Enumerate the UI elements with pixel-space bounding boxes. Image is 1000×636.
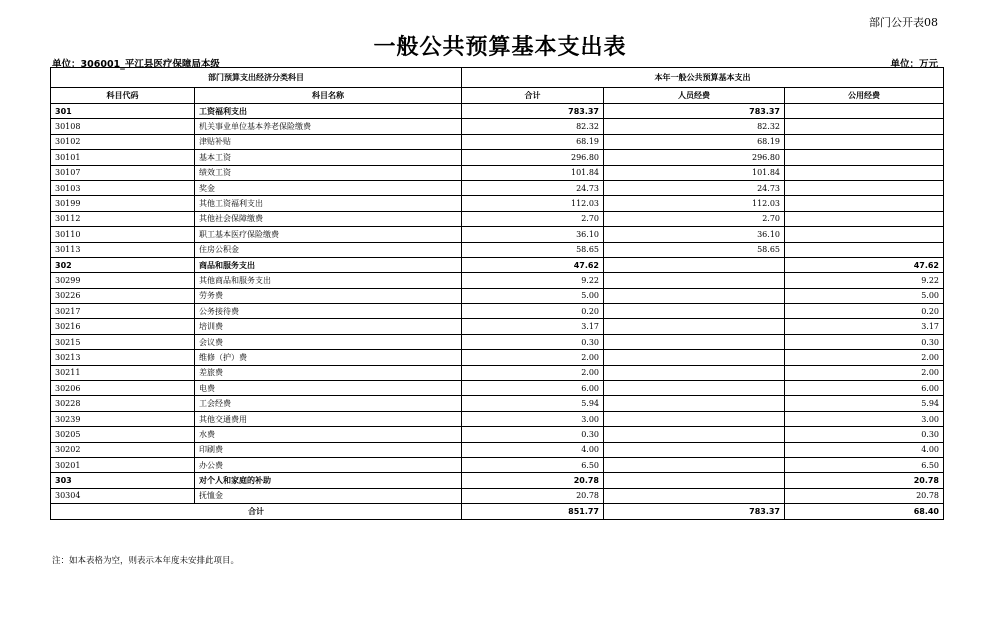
header-personnel: 人员经费 [604, 88, 785, 104]
cell-name: 办公费 [195, 457, 462, 472]
cell-public [785, 134, 944, 149]
cell-public [785, 196, 944, 211]
cell-total: 9.22 [462, 273, 604, 288]
cell-public: 0.30 [785, 427, 944, 442]
cell-total: 2.00 [462, 350, 604, 365]
form-id: 部门公开表08 [869, 16, 938, 29]
cell-personnel: 82.32 [604, 119, 785, 134]
cell-total: 24.73 [462, 180, 604, 195]
cell-code: 30217 [51, 304, 195, 319]
cell-personnel [604, 442, 785, 457]
cell-code: 30299 [51, 273, 195, 288]
cell-personnel [604, 365, 785, 380]
cell-code: 30110 [51, 227, 195, 242]
cell-public: 20.78 [785, 473, 944, 488]
cell-public [785, 211, 944, 226]
cell-name: 对个人和家庭的补助 [195, 473, 462, 488]
total-sum: 851.77 [462, 504, 604, 519]
cell-total: 3.00 [462, 411, 604, 426]
cell-personnel [604, 350, 785, 365]
cell-public [785, 104, 944, 119]
cell-public: 5.00 [785, 288, 944, 303]
cell-code: 30202 [51, 442, 195, 457]
cell-total: 0.20 [462, 304, 604, 319]
cell-personnel: 68.19 [604, 134, 785, 149]
cell-total: 0.30 [462, 334, 604, 349]
cell-personnel [604, 457, 785, 472]
table-row [51, 488, 944, 503]
table-row [51, 319, 944, 334]
table-row [51, 242, 944, 257]
cell-public: 6.50 [785, 457, 944, 472]
cell-personnel [604, 381, 785, 396]
cell-personnel [604, 427, 785, 442]
cell-code: 30304 [51, 488, 195, 503]
cell-name: 其他商品和服务支出 [195, 273, 462, 288]
cell-code: 30108 [51, 119, 195, 134]
cell-total: 20.78 [462, 488, 604, 503]
table-group-row [51, 473, 944, 488]
table-group-row [51, 104, 944, 119]
total-row [51, 504, 944, 519]
header-name: 科目名称 [195, 88, 462, 104]
expenditure-table [50, 67, 944, 520]
cell-total: 5.00 [462, 288, 604, 303]
cell-code: 302 [51, 257, 195, 272]
cell-total: 296.80 [462, 150, 604, 165]
cell-personnel: 101.84 [604, 165, 785, 180]
table-row [51, 150, 944, 165]
cell-public [785, 165, 944, 180]
page-title: 一般公共预算基本支出表 [373, 35, 627, 60]
table-row [51, 442, 944, 457]
cell-personnel: 24.73 [604, 180, 785, 195]
header-total: 合计 [462, 88, 604, 104]
cell-code: 30211 [51, 365, 195, 380]
cell-total: 2.70 [462, 211, 604, 226]
cell-public: 47.62 [785, 257, 944, 272]
cell-name: 其他交通费用 [195, 411, 462, 426]
cell-public: 3.00 [785, 411, 944, 426]
cell-name: 抚恤金 [195, 488, 462, 503]
cell-personnel: 112.03 [604, 196, 785, 211]
cell-name: 津贴补贴 [195, 134, 462, 149]
cell-public: 2.00 [785, 365, 944, 380]
table-row [51, 365, 944, 380]
total-personnel: 783.37 [604, 504, 785, 519]
table-row [51, 350, 944, 365]
cell-total: 58.65 [462, 242, 604, 257]
footnote: 注：如本表格为空，则表示本年度未安排此项目。 [52, 556, 240, 566]
table-row [51, 273, 944, 288]
cell-name: 工会经费 [195, 396, 462, 411]
cell-personnel [604, 334, 785, 349]
header-group-classification: 部门预算支出经济分类科目 [51, 68, 462, 88]
cell-personnel: 2.70 [604, 211, 785, 226]
cell-code: 30216 [51, 319, 195, 334]
cell-name: 基本工资 [195, 150, 462, 165]
cell-name: 奖金 [195, 180, 462, 195]
total-label: 合计 [51, 504, 462, 519]
cell-public: 9.22 [785, 273, 944, 288]
cell-personnel [604, 273, 785, 288]
cell-code: 30201 [51, 457, 195, 472]
cell-name: 电费 [195, 381, 462, 396]
table-row [51, 196, 944, 211]
cell-personnel [604, 396, 785, 411]
table-row [51, 165, 944, 180]
table-row [51, 180, 944, 195]
cell-code: 30199 [51, 196, 195, 211]
cell-code: 30215 [51, 334, 195, 349]
cell-name: 维修（护）费 [195, 350, 462, 365]
cell-code: 30101 [51, 150, 195, 165]
table-row [51, 427, 944, 442]
cell-public: 20.78 [785, 488, 944, 503]
cell-public [785, 227, 944, 242]
table-row [51, 211, 944, 226]
cell-public [785, 242, 944, 257]
currency-unit-label: 单位：万元 [890, 59, 938, 70]
cell-name: 劳务费 [195, 288, 462, 303]
cell-code: 30228 [51, 396, 195, 411]
cell-total: 783.37 [462, 104, 604, 119]
cell-name: 差旅费 [195, 365, 462, 380]
cell-public: 0.20 [785, 304, 944, 319]
cell-total: 68.19 [462, 134, 604, 149]
header-group-expenditure: 本年一般公共预算基本支出 [462, 68, 944, 88]
cell-name: 机关事业单位基本养老保险缴费 [195, 119, 462, 134]
cell-name: 住房公积金 [195, 242, 462, 257]
cell-name: 会议费 [195, 334, 462, 349]
cell-public [785, 119, 944, 134]
cell-personnel [604, 304, 785, 319]
cell-total: 4.00 [462, 442, 604, 457]
cell-total: 0.30 [462, 427, 604, 442]
table-group-row [51, 257, 944, 272]
table-row [51, 334, 944, 349]
unit-label: 单位：306001_平江县医疗保障局本级 [52, 59, 220, 70]
cell-name: 水费 [195, 427, 462, 442]
cell-total: 5.94 [462, 396, 604, 411]
cell-code: 30113 [51, 242, 195, 257]
cell-code: 30226 [51, 288, 195, 303]
cell-total: 6.00 [462, 381, 604, 396]
cell-public: 0.30 [785, 334, 944, 349]
cell-code: 30213 [51, 350, 195, 365]
header-code: 科目代码 [51, 88, 195, 104]
cell-total: 47.62 [462, 257, 604, 272]
cell-code: 30103 [51, 180, 195, 195]
cell-total: 101.84 [462, 165, 604, 180]
cell-code: 30206 [51, 381, 195, 396]
cell-personnel [604, 473, 785, 488]
table-row [51, 396, 944, 411]
total-public: 68.40 [785, 504, 944, 519]
table-row [51, 304, 944, 319]
cell-public: 3.17 [785, 319, 944, 334]
cell-total: 3.17 [462, 319, 604, 334]
cell-public: 5.94 [785, 396, 944, 411]
cell-public [785, 150, 944, 165]
cell-name: 培训费 [195, 319, 462, 334]
cell-total: 82.32 [462, 119, 604, 134]
cell-public: 4.00 [785, 442, 944, 457]
cell-code: 30239 [51, 411, 195, 426]
cell-total: 2.00 [462, 365, 604, 380]
cell-personnel [604, 257, 785, 272]
cell-code: 301 [51, 104, 195, 119]
cell-personnel [604, 288, 785, 303]
cell-personnel [604, 411, 785, 426]
cell-total: 112.03 [462, 196, 604, 211]
cell-name: 公务接待费 [195, 304, 462, 319]
cell-code: 30205 [51, 427, 195, 442]
cell-name: 工资福利支出 [195, 104, 462, 119]
cell-personnel: 58.65 [604, 242, 785, 257]
cell-personnel [604, 319, 785, 334]
cell-total: 20.78 [462, 473, 604, 488]
cell-personnel: 296.80 [604, 150, 785, 165]
cell-name: 商品和服务支出 [195, 257, 462, 272]
cell-public: 6.00 [785, 381, 944, 396]
cell-code: 30107 [51, 165, 195, 180]
cell-name: 印刷费 [195, 442, 462, 457]
cell-personnel [604, 488, 785, 503]
cell-total: 36.10 [462, 227, 604, 242]
table-row [51, 457, 944, 472]
cell-personnel: 36.10 [604, 227, 785, 242]
cell-public: 2.00 [785, 350, 944, 365]
cell-name: 绩效工资 [195, 165, 462, 180]
table-row [51, 227, 944, 242]
table-row [51, 119, 944, 134]
table-row [51, 381, 944, 396]
cell-public [785, 180, 944, 195]
cell-total: 6.50 [462, 457, 604, 472]
cell-personnel: 783.37 [604, 104, 785, 119]
cell-code: 30112 [51, 211, 195, 226]
table-row [51, 134, 944, 149]
cell-name: 职工基本医疗保险缴费 [195, 227, 462, 242]
header-public: 公用经费 [785, 88, 944, 104]
cell-code: 30102 [51, 134, 195, 149]
table-body [51, 104, 944, 504]
table-row [51, 288, 944, 303]
cell-name: 其他社会保障缴费 [195, 211, 462, 226]
table-row [51, 411, 944, 426]
cell-code: 303 [51, 473, 195, 488]
cell-name: 其他工资福利支出 [195, 196, 462, 211]
